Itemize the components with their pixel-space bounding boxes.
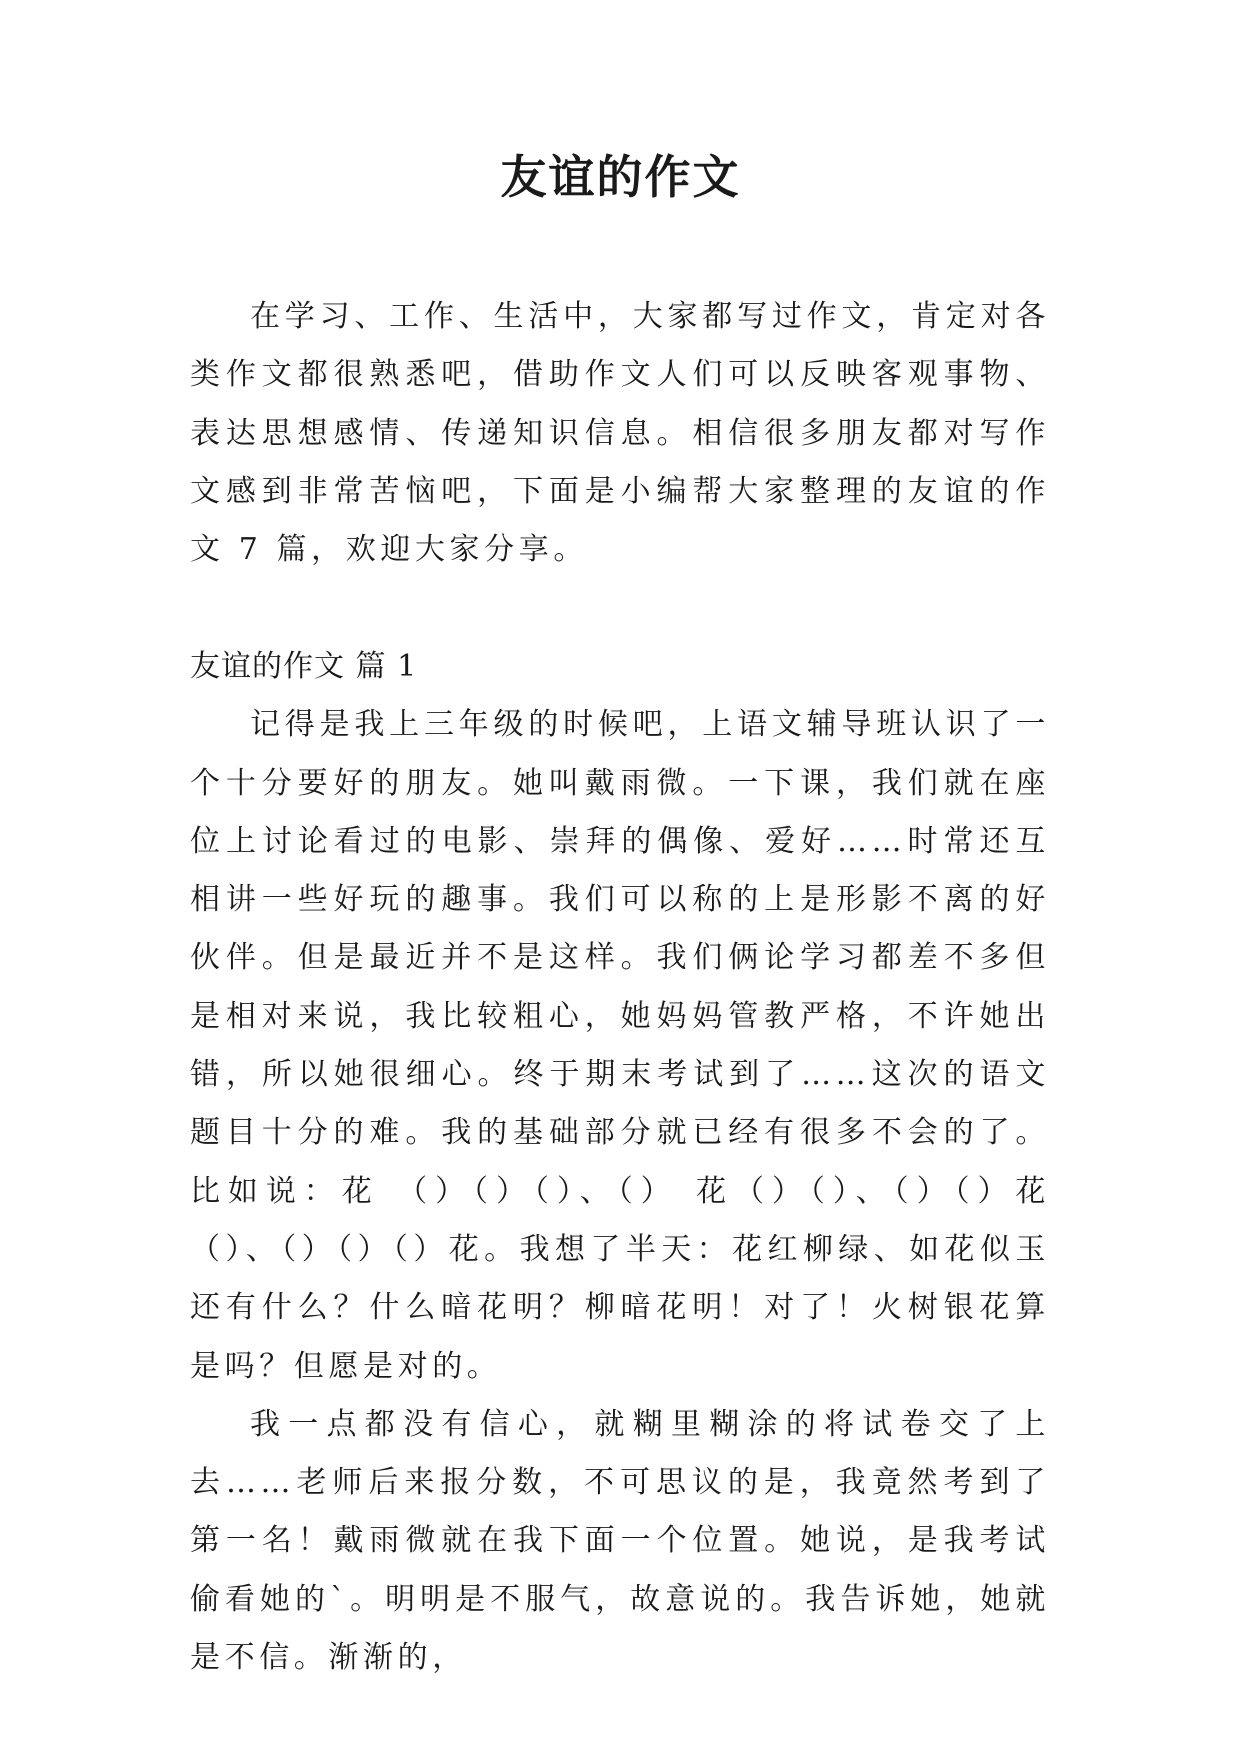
intro-paragraph: 在学习、工作、生活中，大家都写过作文，肯定对各类作文都很熟悉吧，借助作文人们可以反映客观事物、表达思想感情、传递知识信息。相信很多朋友都对写作文感到非常苦恼吧，下面是小编帮大家整理的友谊的作文 7 篇，欢迎大家分享。 bbox=[190, 299, 1050, 568]
intro-block bbox=[190, 288, 1050, 579]
document-title: 友谊的作文 bbox=[500, 150, 741, 204]
essay-paragraph: 记得是我上三年级的时候吧，上语文辅导班认识了一个十分要好的朋友。她叫戴雨微。一下课，我们就在座位上讨论看过的电影、崇拜的偶像、爱好……时常还互相讲一些好玩的趣事。我们可以称的上是形影不离的好伙伴。但是最近并不是这样。我们俩论学习都差不多但是相对来说，我比较粗心，她妈妈管教严格，不许她出错，所以她很细心。终于期末考试到了……这次的语文题目十分的难。我的基础部分就已经有很多不会的了。比如说：花 （）（）（）、（） 花（）（）、（）（）花（）、（）（）（）花。我想了半天：花红柳绿、如花似玉还有什么？什么暗花明？柳暗花明！对了！火树银花算是吗？但愿是对的。 bbox=[190, 707, 1050, 1384]
essay-paragraph: 我一点都没有信心，就糊里糊涂的将试卷交了上去……老师后来报分数，不可思议的是，我竟然考到了第一名！戴雨微就在我下面一个位置。她说，是我考试偷看她的`。明明是不服气，故意说的。我告诉她，她就是不信。渐渐的， bbox=[190, 1406, 1050, 1676]
section-heading: 友谊的作文 篇 1 bbox=[190, 649, 418, 684]
essay-section-1 bbox=[190, 638, 1050, 1687]
